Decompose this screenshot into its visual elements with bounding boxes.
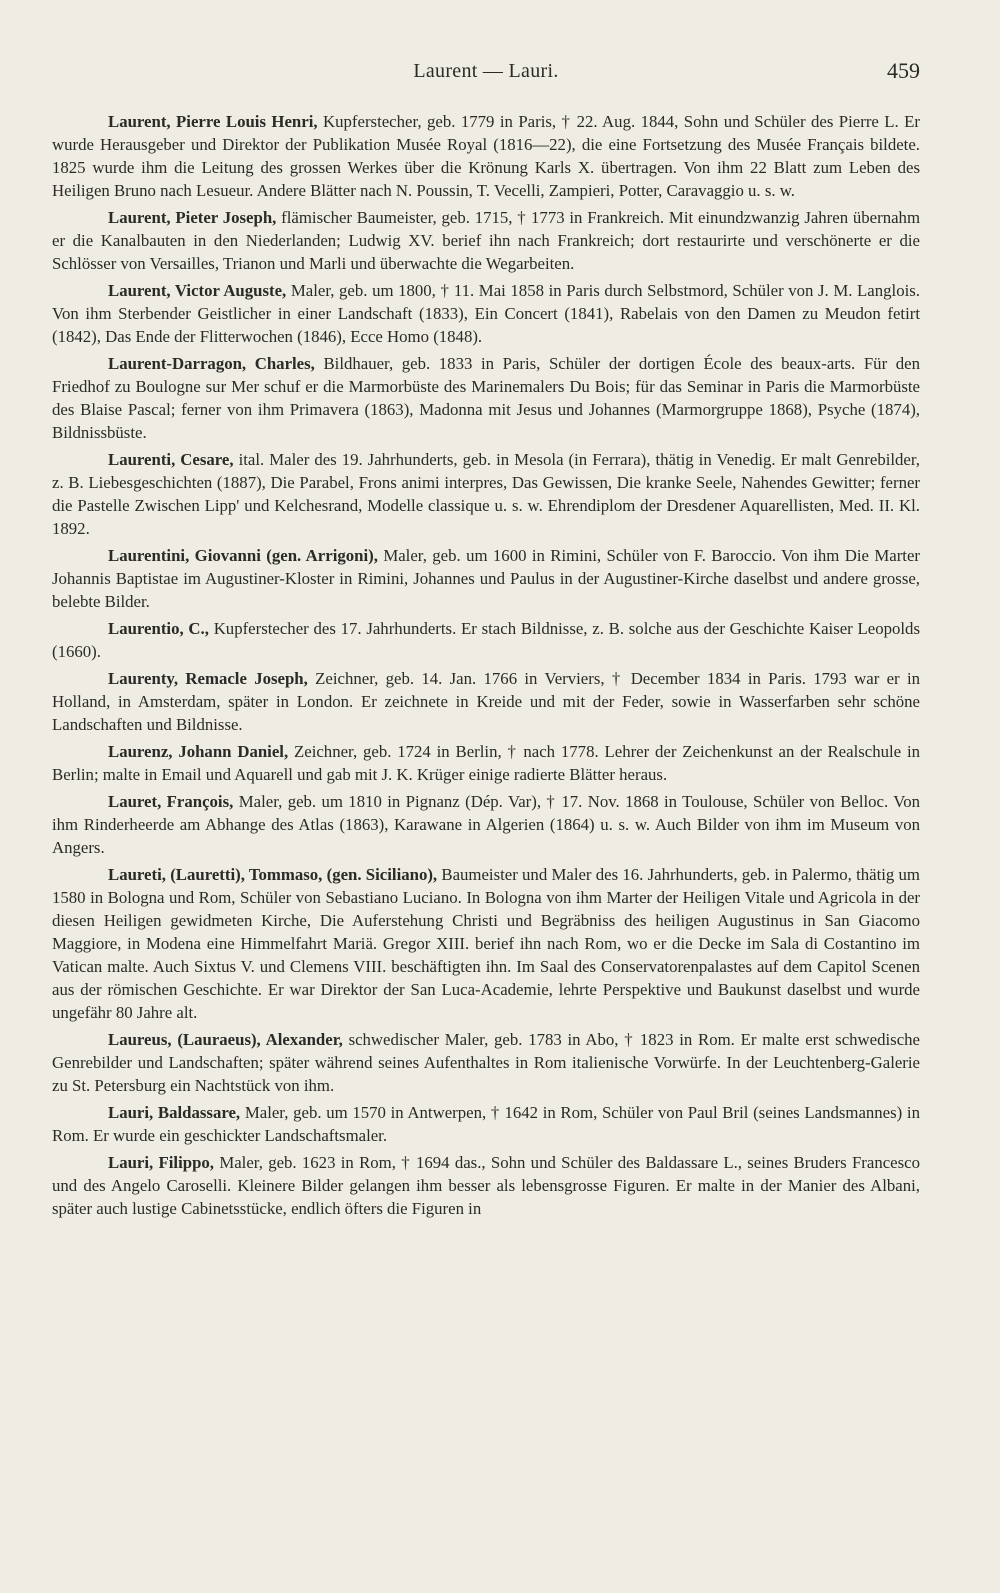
entry-laurent-darragon-charles bbox=[52, 352, 920, 444]
entry-name: Laureti, (Lauretti), Tommaso, (gen. Siciliano), bbox=[108, 865, 438, 884]
entry-laurent-pierre-louis-henri bbox=[52, 110, 920, 202]
entry-laurenty-remacle-joseph bbox=[52, 667, 920, 736]
entry-text: ital. Maler des 19. Jahrhunderts, geb. in Mesola (in Ferrara), thätig in Venedig. Er malt Genrebilder, z. B. Liebesgeschichten (1887), Die Parabel, Frons animi interpres, Das Gewissen, Die kranke Seele, Nahendes Gewitter; ferner die Pastelle Zwischen Lipp' und Kelchesrand, Modelle classique u. s. w. Ehrendiplom der Dresdener Aquarellisten, Med. II. Kl. 1892. bbox=[52, 450, 920, 538]
page-number: 459 bbox=[887, 58, 920, 83]
entry-name: Laurent, Pieter Joseph, bbox=[108, 208, 277, 227]
entry-name: Lauri, Filippo, bbox=[108, 1153, 215, 1172]
entry-name: Lauri, Baldassare, bbox=[108, 1103, 241, 1122]
entry-text: Maler, geb. um 1570 in Antwerpen, † 1642 in Rom, Schüler von Paul Bril (seines Landsmannes) in Rom. Er wurde ein geschickter Landschaftsmaler. bbox=[52, 1103, 920, 1145]
entry-laurenz-johann-daniel bbox=[52, 740, 920, 786]
entry-laurenti-cesare bbox=[52, 448, 920, 540]
entry-text: Maler, geb. um 1810 in Pignanz (Dép. Var), † 17. Nov. 1868 in Toulouse, Schüler von Belloc. Von ihm Rinderheerde am Abhange des Atlas (1863), Karawane in Algerien (1864) u. s. w. Auch Bilder von ihm im Museum von Angers. bbox=[52, 792, 920, 857]
entry-name: Laurent, Victor Auguste, bbox=[108, 281, 287, 300]
entry-text: schwedischer Maler, geb. 1783 in Abo, † 1823 in Rom. Er malte erst schwedische Genrebilder und Landschaften; später während seines Aufenthaltes in Rom italienische Vorwürfe. In der Leuchtenberg-Galerie zu St. Petersburg ein Nachtstück von ihm. bbox=[52, 1030, 920, 1095]
entry-laurent-victor-auguste bbox=[52, 279, 920, 348]
entry-laureti-tommaso bbox=[52, 863, 920, 1024]
entry-name: Laurent, Pierre Louis Henri, bbox=[108, 112, 318, 131]
entry-text: Maler, geb. 1623 in Rom, † 1694 das., Sohn und Schüler des Baldassare L., seines Bruders Francesco und des Angelo Caroselli. Kleinere Bilder gelangen ihm besser als lebensgrosse Figuren. Er malte in der Manier des Albani, später auch lustige Cabinetsstücke, endlich öfters die Figuren in bbox=[52, 1153, 920, 1218]
entry-lauri-baldassare bbox=[52, 1101, 920, 1147]
entry-name: Laurentio, C., bbox=[108, 619, 209, 638]
entry-laurent-pieter-joseph bbox=[52, 206, 920, 275]
entry-text: Zeichner, geb. 14. Jan. 1766 in Verviers, † December 1834 in Paris. 1793 war er in Holland, in Amsterdam, später in London. Er zeichnete in Kreide und mit der Feder, sowie in Wasserfarben sehr schöne Landschaften und Bildnisse. bbox=[52, 669, 920, 734]
entry-text: Kupferstecher, geb. 1779 in Paris, † 22. Aug. 1844, Sohn und Schüler des Pierre L. Er wurde Herausgeber und Direktor der Publikation Musée Royal (1816—22), die eine Fortsetzung des Musée Français bildete. 1825 wurde ihm die Leitung des grossen Werkes über die Krönung Karls X. übertragen. Von ihm 22 Blatt zum Leben des Heiligen Bruno nach Lesueur. Andere Blätter nach N. Poussin, T. Vecelli, Zampieri, Potter, Caravaggio u. s. w. bbox=[52, 112, 921, 200]
entry-lauret-francois bbox=[52, 790, 920, 859]
running-title: Laurent — Lauri. bbox=[413, 60, 559, 82]
entry-text: Bildhauer, geb. 1833 in Paris, Schüler der dortigen École des beaux-arts. Für den Friedhof zu Boulogne sur Mer schuf er die Marmorbüste des Marinemalers Du Bois; für das Seminar in Paris die Marmorbüste des Blaise Pascal; ferner von ihm Primavera (1863), Madonna mit Jesus und Johannes (Marmorgruppe 1868), Psyche (1874), Bildnissbüste. bbox=[52, 354, 920, 442]
entry-laureus-alexander bbox=[52, 1028, 920, 1097]
document-page bbox=[52, 52, 920, 1572]
running-head bbox=[52, 52, 920, 100]
entry-name: Laurenti, Cesare, bbox=[108, 450, 234, 469]
entry-name: Lauret, François, bbox=[108, 792, 234, 811]
entry-text: Baumeister und Maler des 16. Jahrhunderts, geb. in Palermo, thätig um 1580 in Bologna und Rom, Schüler von Sebastiano Luciano. In Bologna von ihm Marter der Heiligen Vitale und Agricola in der diesen Heiligen gewidmeten Kirche, Die Auferstehung Christi und Begräbniss des heiligen Augustinus in San Giacomo Maggiore, in Modena eine Himmelfahrt Mariä. Gregor XIII. berief ihn nach Rom, wo er die Decke im Sala di Costantino im Vatican malte. Auch Sixtus V. und Clemens VIII. beschäftigten ihn. Im Saal des Conservatorenpalastes auf dem Capitol Scenen aus der römischen Geschichte. Er war Direktor der San Luca-Academie, lehrte Perspektive und Baukunst daselbst und wurde ungefähr 80 Jahre alt. bbox=[52, 865, 920, 1022]
dictionary-entries bbox=[52, 110, 920, 1220]
entry-text: flämischer Baumeister, geb. 1715, † 1773 in Frankreich. Mit einundzwanzig Jahren übernahm er die Kanalbauten in den Niederlanden; Ludwig XV. berief ihn nach Frankreich; dort restaurirte und verschönerte er die Schlösser von Versailles, Trianon und Marli und überwachte die Wegarbeiten. bbox=[52, 208, 920, 273]
entry-name: Laurenz, Johann Daniel, bbox=[108, 742, 289, 761]
entry-text: Zeichner, geb. 1724 in Berlin, † nach 1778. Lehrer der Zeichenkunst an der Realschule in Berlin; malte in Email und Aquarell und gab mit J. K. Krüger einige radierte Blätter heraus. bbox=[52, 742, 921, 784]
entry-lauri-filippo bbox=[52, 1151, 920, 1220]
entry-name: Laureus, (Lauraeus), Alexander, bbox=[108, 1030, 343, 1049]
entry-laurentini-giovanni bbox=[52, 544, 920, 613]
entry-laurentio-c bbox=[52, 617, 920, 663]
entry-name: Laurent-Darragon, Charles, bbox=[108, 354, 315, 373]
entry-text: Maler, geb. um 1800, † 11. Mai 1858 in Paris durch Selbstmord, Schüler von J. M. Langlois. Von ihm Sterbender Geistlicher in einer Landschaft (1833), Ein Concert (1841), Rabelais von den Damen zu Meudon fetirt (1842), Das Ende der Flitterwochen (1846), Ecce Homo (1848). bbox=[52, 281, 920, 346]
entry-name: Laurenty, Remacle Joseph, bbox=[108, 669, 308, 688]
entry-name: Laurentini, Giovanni (gen. Arrigoni), bbox=[108, 546, 378, 565]
entry-text: Kupferstecher des 17. Jahrhunderts. Er stach Bildnisse, z. B. solche aus der Geschichte Kaiser Leopolds (1660). bbox=[52, 619, 920, 661]
entry-text: Maler, geb. um 1600 in Rimini, Schüler von F. Baroccio. Von ihm Die Marter Johannis Baptistae im Augustiner-Kloster in Rimini, Johannes und Paulus in der Augustiner-Kirche daselbst und andere grosse, belebte Bilder. bbox=[52, 546, 920, 611]
